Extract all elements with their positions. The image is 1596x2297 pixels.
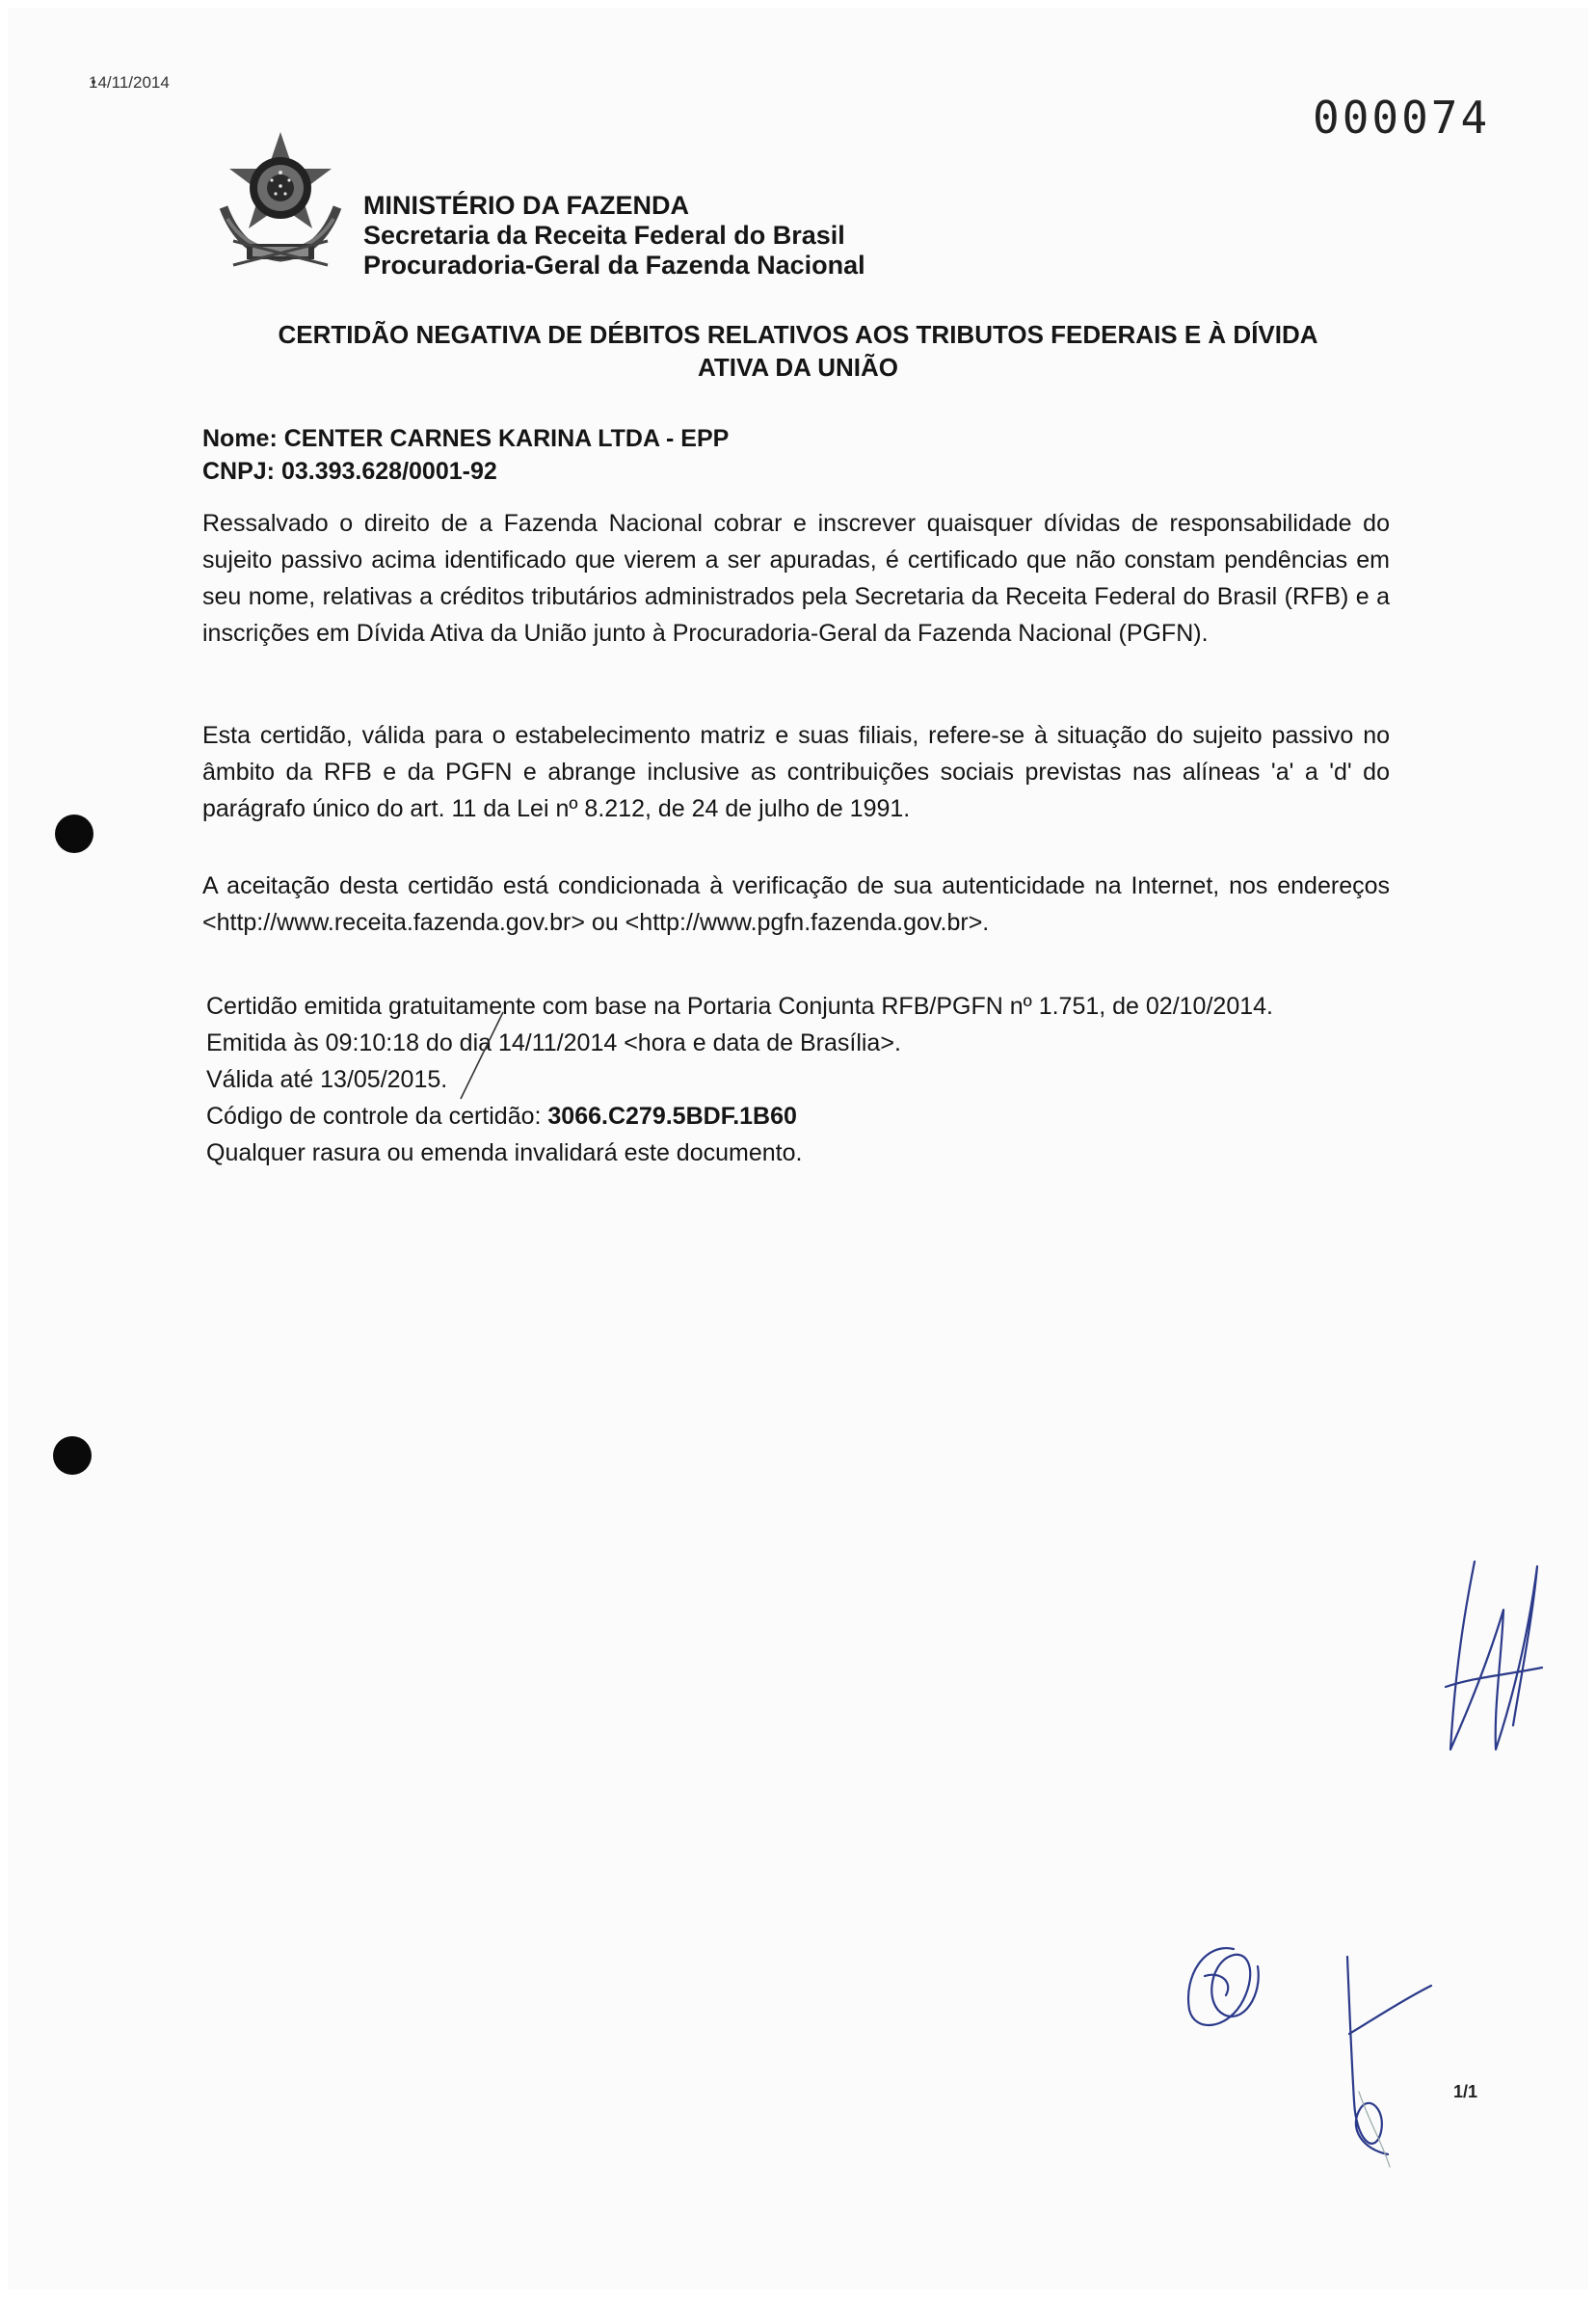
control-code-label: Código de controle da certidão: xyxy=(206,1103,548,1130)
taxpayer-cnpj: CNPJ: 03.393.628/0001-92 xyxy=(202,458,497,485)
issued-at: Emitida às 09:10:18 do dia 14/11/2014 <hora e data de Brasília>. xyxy=(206,1029,901,1056)
alteration-warning: Qualquer rasura ou emenda invalidará este documento. xyxy=(206,1139,803,1166)
taxpayer-identification xyxy=(202,422,729,488)
print-date: 14/11/2014 xyxy=(89,73,170,92)
signature-rubric-1 xyxy=(1436,1542,1552,1764)
taxpayer-name: Nome: CENTER CARNES KARINA LTDA - EPP xyxy=(202,425,730,452)
issued-basis: Certidão emitida gratuitamente com base na Portaria Conjunta RFB/PGFN nº 1.751, de 02/10/2014. xyxy=(206,993,1273,1020)
document-number-stamp: 000074 xyxy=(1313,92,1491,144)
punch-hole-bottom xyxy=(53,1436,92,1475)
issuing-organization xyxy=(363,191,865,280)
ministry-name: MINISTÉRIO DA FAZENDA xyxy=(363,191,690,220)
title-line-1: CERTIDÃO NEGATIVA DE DÉBITOS RELATIVOS AOS TRIBUTOS FEDERAIS E À DÍVIDA xyxy=(278,320,1318,349)
punch-hole-top xyxy=(55,815,93,853)
page-number: 1/1 xyxy=(1453,2082,1478,2101)
title-line-2: ATIVA DA UNIÃO xyxy=(698,353,898,382)
secretariat-name: Secretaria da Receita Federal do Brasil xyxy=(363,221,845,250)
paragraph-clearance: Ressalvado o direito de a Fazenda Nacional cobrar e inscrever quaisquer dívidas de responsabilidade do sujeito passivo acima identificado que vierem a ser apuradas, é certificado que não constam pendências em seu nome, relativas a créditos tributários administrados pela Secretaria da Receita Federal do Brasil (RFB) e a inscrições em Dívida Ativa da União junto à Procuradoria-Geral da Fazenda Nacional (PGFN). xyxy=(202,510,1390,647)
paragraph-scope: Esta certidão, válida para o estabelecimento matriz e suas filiais, refere-se à situação do sujeito passivo no âmbito da RFB e da PGFN e abrange inclusive as contribuições sociais previstas nas alíneas 'a' a 'd' do parágrafo único do art. 11 da Lei nº 8.212, de 24 de julho de 1991. xyxy=(202,722,1390,822)
signature-rubric-3 xyxy=(1330,1947,1436,2169)
certificate-details xyxy=(206,988,1273,1171)
paragraph-authenticity: A aceitação desta certidão está condicionada à verificação de sua autenticidade na Internet, nos endereços <http://www.receita.fazenda.gov.br> ou <http://www.pgfn.fazenda.gov.br>. xyxy=(202,872,1390,936)
certificate-title xyxy=(135,318,1461,384)
procuradoria-name: Procuradoria-Geral da Fazenda Nacional xyxy=(363,251,865,280)
valid-until: Válida até 13/05/2015. xyxy=(206,1066,448,1093)
pen-stroke-mark xyxy=(453,1007,511,1104)
signature-rubric-2 xyxy=(1176,1937,1272,2043)
control-code-value: 3066.C279.5BDF.1B60 xyxy=(547,1103,797,1130)
coat-of-arms-icon xyxy=(214,130,347,273)
control-code xyxy=(206,1098,1273,1135)
